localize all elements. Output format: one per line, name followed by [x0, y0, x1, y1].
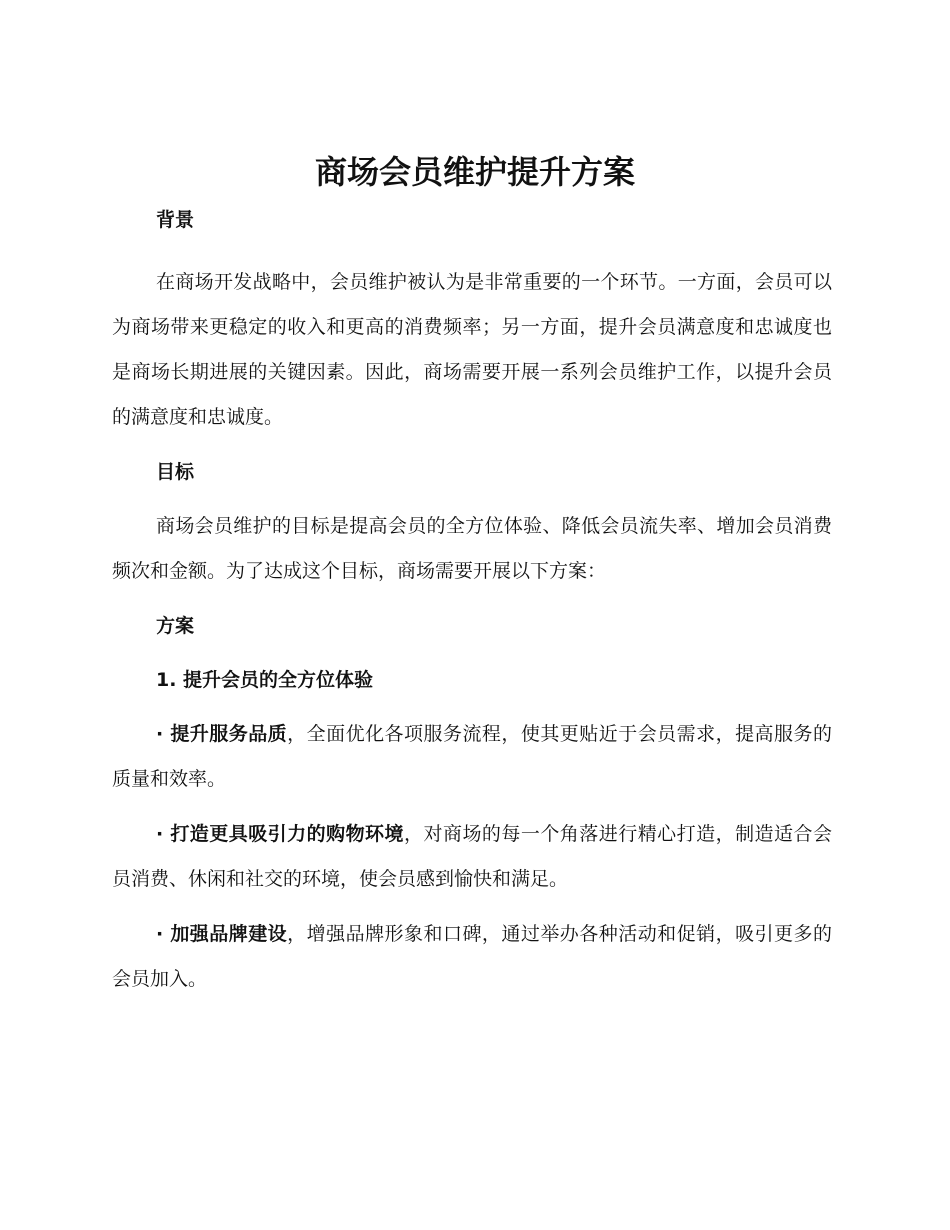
goal-paragraph: 商场会员维护的目标是提高会员的全方位体验、降低会员流失率、增加会员消费频次和金额。为了达成这个目标，商场需要开展以下方案：	[112, 515, 832, 582]
plan-item-lead: 打造更具吸引力的购物环境	[170, 823, 405, 845]
plan-item-lead: 提升服务品质	[170, 723, 288, 745]
plan-item	[112, 812, 832, 902]
document-title: 商场会员维护提升方案	[314, 153, 635, 191]
section-heading-goal: 目标	[156, 461, 195, 483]
section-heading-plan: 方案	[156, 615, 195, 637]
plan-item-lead: 加强品牌建设	[170, 923, 288, 945]
plan-item-text: ，全面优化各项服务流程，使其更贴近于会员需求，提高服务的质量和效率。	[112, 723, 832, 790]
plan-item	[112, 712, 832, 802]
section-heading-background: 背景	[156, 209, 195, 231]
plan-subheading: 1. 提升会员的全方位体验	[156, 669, 374, 691]
plan-item-text: ，增强品牌形象和口碑，通过举办各种活动和促销，吸引更多的会员加入。	[112, 923, 832, 990]
plan-item-bullet: ·	[156, 923, 171, 945]
document-body	[112, 198, 832, 1002]
plan-item	[112, 912, 832, 1002]
plan-item-text: ，对商场的每一个角落进行精心打造，制造适合会员消费、休闲和社交的环境，使会员感到愉快和满足。	[112, 823, 832, 890]
background-paragraph: 在商场开发战略中，会员维护被认为是非常重要的一个环节。一方面，会员可以为商场带来更稳定的收入和更高的消费频率；另一方面，提升会员满意度和忠诚度也是商场长期进展的关键因素。因此，商场需要开展一系列会员维护工作，以提升会员的满意度和忠诚度。	[112, 271, 832, 428]
plan-item-bullet: ·	[156, 823, 171, 845]
plan-item-bullet: ·	[156, 723, 171, 745]
